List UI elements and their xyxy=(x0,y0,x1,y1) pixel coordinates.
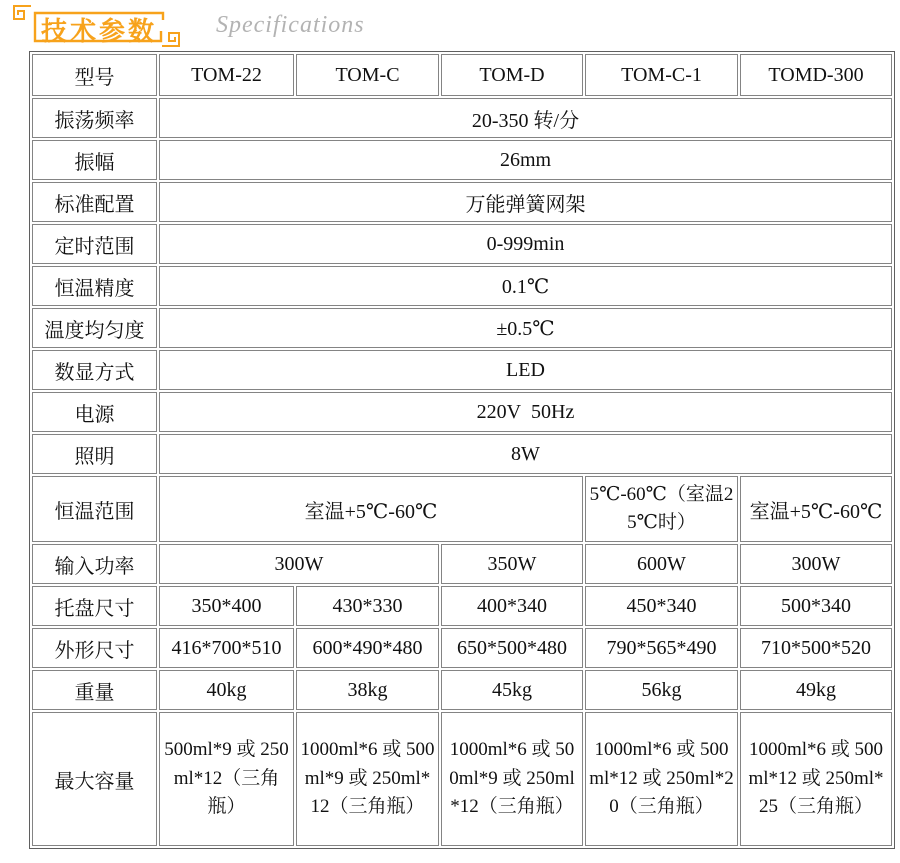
spec-label-cell: 照明 xyxy=(32,434,157,474)
spec-value-cell: 710*500*520 xyxy=(740,628,892,668)
model-header-cell: TOM-D xyxy=(441,54,583,96)
spec-value-cell: 300W xyxy=(740,544,892,584)
spec-label-cell: 电源 xyxy=(32,392,157,432)
section-header xyxy=(0,0,900,49)
table-row xyxy=(32,308,892,348)
table-row xyxy=(32,140,892,180)
spec-value-cell: 1000ml*6 或 500ml*9 或 250ml*12（三角瓶） xyxy=(296,712,439,846)
spec-value-cell: 400*340 xyxy=(441,586,583,626)
section-title: 技术参数 xyxy=(41,16,158,46)
spec-label-cell: 托盘尺寸 xyxy=(32,586,157,626)
model-header-cell: TOM-22 xyxy=(159,54,294,96)
spec-label-cell: 温度均匀度 xyxy=(32,308,157,348)
spec-value-cell: 1000ml*6 或 500ml*9 或 250ml*12（三角瓶） xyxy=(441,712,583,846)
spec-label-cell: 重量 xyxy=(32,670,157,710)
spec-label-cell: 最大容量 xyxy=(32,712,157,846)
spec-value-cell: 500*340 xyxy=(740,586,892,626)
spec-label-cell: 定时范围 xyxy=(32,224,157,264)
table-row xyxy=(32,434,892,474)
spec-value-cell: 38kg xyxy=(296,670,439,710)
spec-label-cell: 外形尺寸 xyxy=(32,628,157,668)
spec-value-cell: 430*330 xyxy=(296,586,439,626)
table-row xyxy=(32,350,892,390)
table-row xyxy=(32,98,892,138)
spec-label-cell: 恒温精度 xyxy=(32,266,157,306)
spec-label-cell: 型号 xyxy=(32,54,157,96)
input-power-row xyxy=(32,544,892,584)
table-row xyxy=(32,586,892,626)
spec-value-cell: 1000ml*6 或 500ml*12 或 250ml*25（三角瓶） xyxy=(740,712,892,846)
spec-value-cell: 万能弹簧网架 xyxy=(159,182,892,222)
spec-value-cell: ±0.5℃ xyxy=(159,308,892,348)
spec-label-cell: 振幅 xyxy=(32,140,157,180)
spec-value-cell: 450*340 xyxy=(585,586,738,626)
spec-value-cell: 49kg xyxy=(740,670,892,710)
section-subtitle: Specifications xyxy=(216,12,365,38)
specifications-table xyxy=(29,51,895,849)
table-row xyxy=(32,224,892,264)
title-bracket-topleft-icon xyxy=(14,6,31,19)
max-capacity-row xyxy=(32,712,892,846)
spec-value-cell: 5℃-60℃（室温25℃时） xyxy=(585,476,738,542)
spec-value-cell: LED xyxy=(159,350,892,390)
spec-value-cell: 56kg xyxy=(585,670,738,710)
spec-value-cell: 650*500*480 xyxy=(441,628,583,668)
spec-value-cell: 室温+5℃-60℃ xyxy=(159,476,583,542)
table-row xyxy=(32,182,892,222)
spec-value-cell: 8W xyxy=(159,434,892,474)
spec-label-cell: 振荡频率 xyxy=(32,98,157,138)
spec-value-cell: 600*490*480 xyxy=(296,628,439,668)
model-header-cell: TOM-C xyxy=(296,54,439,96)
spec-value-cell: 室温+5℃-60℃ xyxy=(740,476,892,542)
spec-value-cell: 0.1℃ xyxy=(159,266,892,306)
spec-value-cell: 45kg xyxy=(441,670,583,710)
spec-value-cell: 300W xyxy=(159,544,439,584)
spec-value-cell: 600W xyxy=(585,544,738,584)
spec-label-cell: 输入功率 xyxy=(32,544,157,584)
spec-value-cell: 416*700*510 xyxy=(159,628,294,668)
spec-value-cell: 26mm xyxy=(159,140,892,180)
spec-value-cell: 790*565*490 xyxy=(585,628,738,668)
spec-value-cell: 0-999min xyxy=(159,224,892,264)
model-header-row xyxy=(32,54,892,96)
table-row xyxy=(32,392,892,432)
spec-value-cell: 350W xyxy=(441,544,583,584)
model-header-cell: TOM-C-1 xyxy=(585,54,738,96)
spec-value-cell: 350*400 xyxy=(159,586,294,626)
spec-value-cell: 20-350 转/分 xyxy=(159,98,892,138)
spec-value-cell: 1000ml*6 或 500ml*12 或 250ml*20（三角瓶） xyxy=(585,712,738,846)
section-title-frame xyxy=(10,3,192,51)
model-header-cell: TOMD-300 xyxy=(740,54,892,96)
spec-value-cell: 500ml*9 或 250ml*12（三角瓶） xyxy=(159,712,294,846)
table-row xyxy=(32,628,892,668)
table-row xyxy=(32,266,892,306)
temp-range-row xyxy=(32,476,892,542)
title-bracket-bottomright-icon xyxy=(162,33,179,46)
spec-label-cell: 标准配置 xyxy=(32,182,157,222)
table-row xyxy=(32,670,892,710)
spec-value-cell: 220V 50Hz xyxy=(159,392,892,432)
spec-label-cell: 数显方式 xyxy=(32,350,157,390)
spec-value-cell: 40kg xyxy=(159,670,294,710)
spec-label-cell: 恒温范围 xyxy=(32,476,157,542)
